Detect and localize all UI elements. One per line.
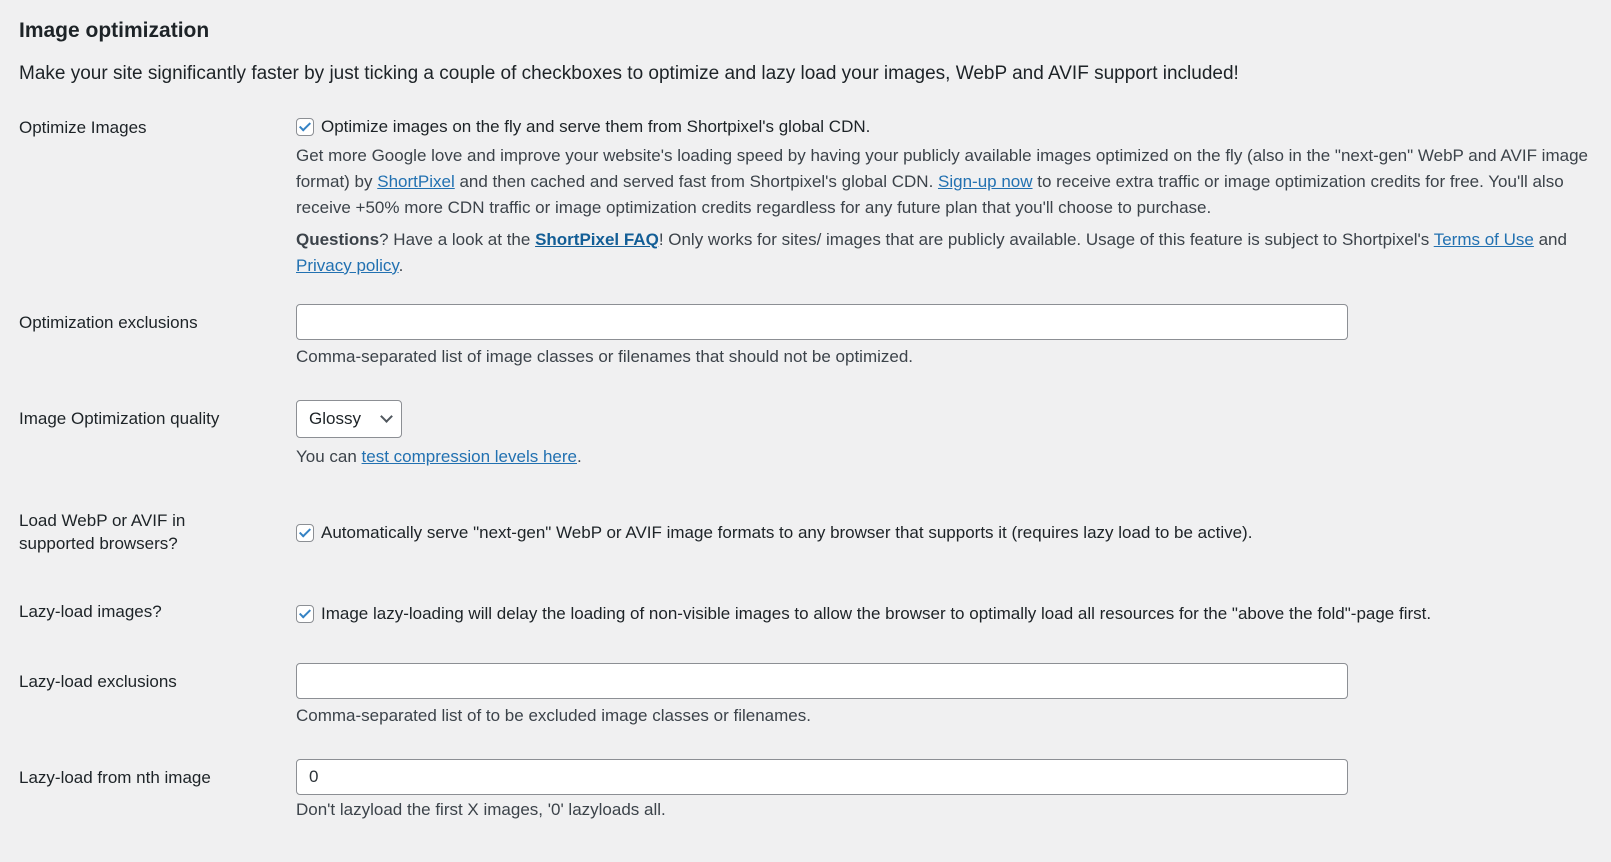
section-intro: Make your site significantly faster by just ticking a couple of checkboxes to optimize and lazy load your images, WebP and AVIF support included! (19, 63, 1239, 84)
webp-checkbox-label: Automatically serve "next-gen" WebP or AVIF image formats to any browser that supports it (requires lazy load to be active). (321, 523, 1253, 542)
quality-field (296, 400, 1596, 470)
lazyload-option[interactable] (296, 601, 1596, 627)
webp-field (296, 520, 1596, 546)
quality-help (296, 444, 1596, 470)
help-text: . (576, 447, 582, 466)
optimize-images-questions (296, 227, 1596, 280)
lazyload-exclusions-help: Comma-separated list of to be excluded image classes or filenames. (296, 706, 811, 725)
desc-text: to receive extra traffic or image optimization credits for free. You'll also receive +50% more CDN traffic or image optimization credits regardless for any future plan that you'll choose to purchase. (296, 171, 1564, 218)
lazyload-label: Lazy-load images? (19, 602, 162, 621)
privacy-policy-link[interactable]: Privacy policy (296, 255, 399, 275)
optimize-images-label: Optimize Images (19, 118, 147, 137)
optimize-images-description (296, 143, 1596, 222)
quality-label: Image Optimization quality (19, 409, 220, 428)
desc-text: ? Have a look at the (379, 229, 536, 249)
help-text: You can (296, 447, 362, 466)
lazyload-nth-label: Lazy-load from nth image (19, 768, 211, 787)
chevron-down-icon (380, 410, 393, 423)
lazyload-exclusions-input[interactable] (296, 663, 1348, 699)
optimization-exclusions-field (296, 304, 1596, 370)
desc-text: and then cached and served fast from Shortpixel's global CDN. (454, 171, 939, 191)
lazyload-checkbox-label: Image lazy-loading will delay the loading of non-visible images to allow the browser to optimally load all resources for the "above the fold"-page first. (321, 604, 1432, 623)
shortpixel-link[interactable]: ShortPixel (377, 171, 455, 191)
lazyload-field (296, 601, 1596, 627)
optimization-exclusions-label: Optimization exclusions (19, 313, 198, 332)
quality-selected-value: Glossy (309, 409, 361, 429)
webp-checkbox[interactable] (296, 524, 314, 542)
webp-label: Load WebP or AVIF in supported browsers? (19, 511, 186, 553)
test-compression-link[interactable]: test compression levels here (361, 447, 577, 466)
desc-text: Get more Google love and improve your website's loading speed by having your publicly available images optimized on the fly (also in the "next-gen" WebP and AVIF image format) by (296, 145, 1588, 191)
desc-text: ! Only works for sites/ images that are publicly available. Usage of this feature is subject to Shortpixel's (658, 229, 1434, 249)
optimization-exclusions-input[interactable] (296, 304, 1348, 340)
lazyload-exclusions-label: Lazy-load exclusions (19, 672, 177, 691)
section-title: Image optimization (19, 19, 210, 42)
quality-select[interactable] (296, 400, 402, 438)
desc-text: and (1533, 229, 1567, 249)
lazyload-checkbox[interactable] (296, 605, 314, 623)
lazyload-nth-help: Don't lazyload the first X images, '0' lazyloads all. (296, 800, 666, 819)
terms-of-use-link[interactable]: Terms of Use (1433, 229, 1534, 249)
optimize-images-checkbox-label: Optimize images on the fly and serve them from Shortpixel's global CDN. (321, 117, 871, 136)
webp-option[interactable] (296, 520, 1596, 546)
lazyload-nth-input[interactable]: 0 (296, 759, 1348, 795)
questions-label: Questions (296, 229, 380, 249)
signup-link[interactable]: Sign-up now (938, 171, 1033, 191)
optimize-images-checkbox[interactable] (296, 118, 314, 136)
lazyload-nth-field (296, 759, 1596, 823)
optimization-exclusions-help: Comma-separated list of image classes or filenames that should not be optimized. (296, 347, 914, 366)
shortpixel-faq-link[interactable]: ShortPixel FAQ (535, 229, 659, 249)
lazyload-exclusions-field (296, 663, 1596, 729)
optimize-images-field (296, 114, 1596, 279)
optimize-images-option[interactable] (296, 114, 1596, 140)
desc-text: . (398, 255, 404, 275)
